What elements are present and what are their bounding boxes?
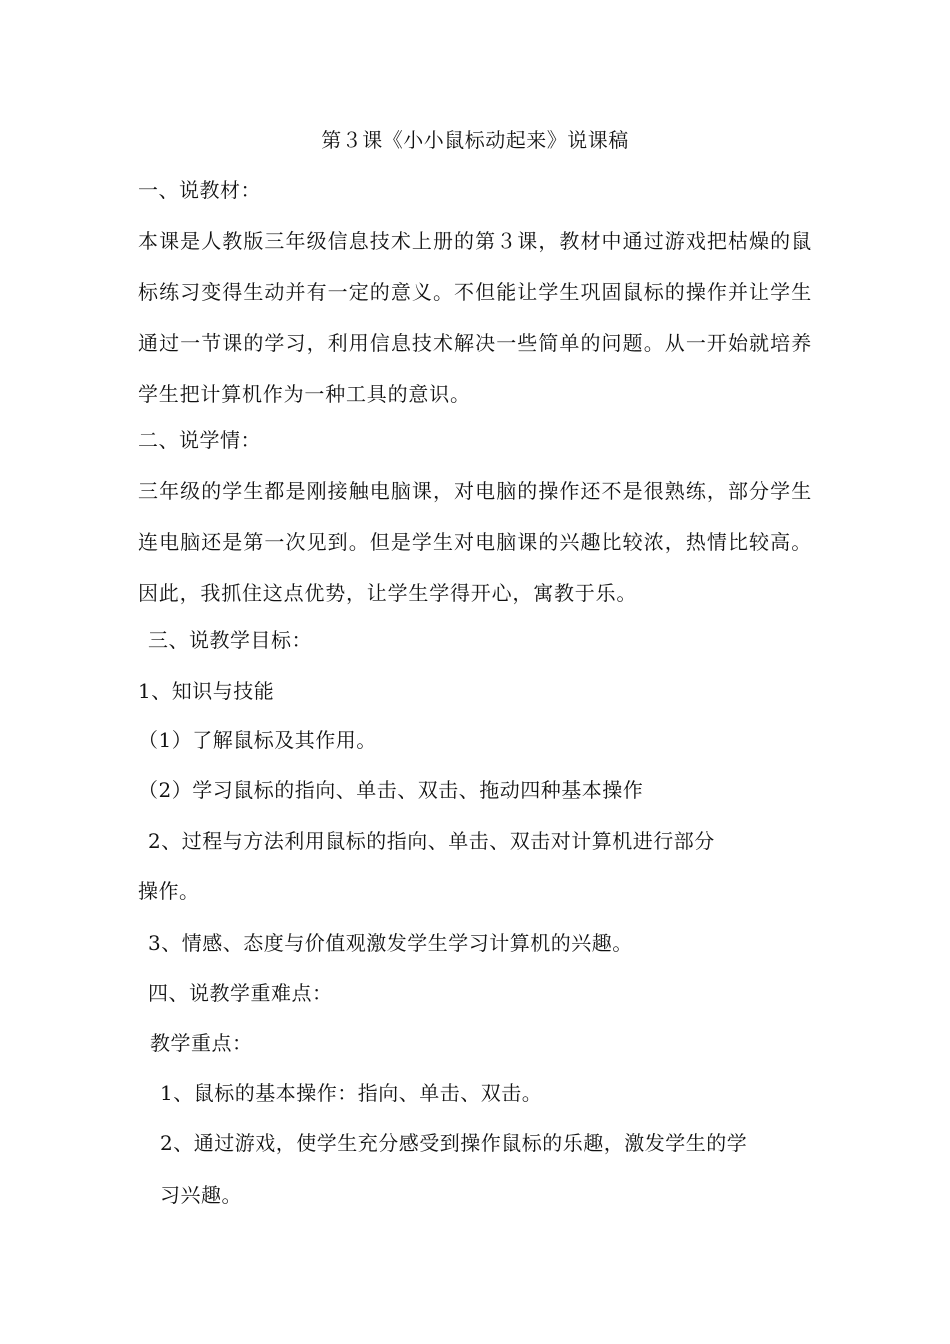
section-heading-key-points: 四、说教学重难点： (148, 981, 333, 1005)
key-point-2-line-1: 2、通过游戏，使学生充分感受到操作鼠标的乐趣，激发学生的学 (160, 1131, 748, 1155)
key-point-2-line-2: 习兴趣。 (160, 1183, 242, 1207)
page-title: 第３课《小小鼠标动起来》说课稿 (321, 128, 629, 152)
section-heading-students: 二、说学情： (138, 428, 261, 452)
goal-emotion: 3、情感、态度与价值观激发学生学习计算机的兴趣。 (148, 931, 633, 955)
goal-process-line-1: 2、过程与方法利用鼠标的指向、单击、双击对计算机进行部分 (148, 829, 715, 853)
key-points-heading: 教学重点： (150, 1031, 253, 1055)
section-heading-goals: 三、说教学目标： (148, 628, 312, 652)
section-heading-materials: 一、说教材： (138, 178, 261, 202)
goal-knowledge-heading: 1、知识与技能 (138, 679, 275, 703)
key-point-1: 1、鼠标的基本操作：指向、单击、双击。 (160, 1081, 543, 1105)
goal-knowledge-item-2: （2）学习鼠标的指向、单击、双击、拖动四种基本操作 (138, 778, 644, 802)
goal-knowledge-item-1: （1）了解鼠标及其作用。 (138, 728, 377, 752)
goal-process-line-2: 操作。 (138, 879, 200, 903)
paragraph-students: 三年级的学生都是刚接触电脑课，对电脑的操作还不是很熟练，部分学生连电脑还是第一次见到。但是学生对电脑课的兴趣比较浓，热情比较高。因此，我抓住这点优势，让学生学得开心，寓教于乐。 (138, 479, 812, 605)
paragraph-materials: 本课是人教版三年级信息技术上册的第３课，教材中通过游戏把枯燥的鼠标练习变得生动并有一定的意义。不但能让学生巩固鼠标的操作并让学生通过一节课的学习，利用信息技术解决一些简单的问题。从一开始就培养学生把计算机作为一种工具的意识。 (138, 229, 812, 406)
